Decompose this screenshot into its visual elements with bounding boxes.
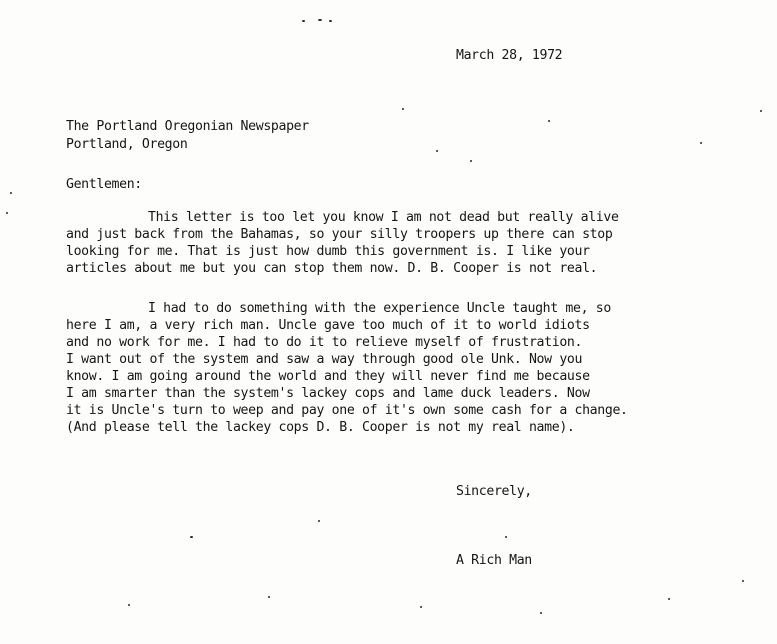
scan-speck: [318, 19, 322, 21]
scan-speck: [268, 596, 270, 598]
paragraph-1-line: This letter is too let you know I am not dead but really alive: [148, 210, 619, 225]
scan-speck: [470, 160, 472, 162]
scan-speck: [700, 142, 702, 144]
paragraph-2-line: I want out of the system and saw a way through good ole Unk. Now you: [66, 352, 583, 367]
scan-speck: [548, 120, 550, 122]
scan-speck: [6, 212, 8, 214]
scan-speck: [505, 536, 507, 538]
signature: A Rich Man: [456, 553, 532, 568]
scan-speck: [190, 536, 193, 538]
scan-speck: [668, 598, 670, 600]
paragraph-1-line: and just back from the Bahamas, so your silly troopers up there can stop: [66, 227, 613, 242]
scan-speck: [329, 20, 332, 22]
paragraph-2-line: (And please tell the lackey cops D. B. Cooper is not my real name).: [66, 420, 575, 435]
scan-speck: [128, 604, 130, 606]
paragraph-2-line: and no work for me. I had to do it to relieve myself of frustration.: [66, 335, 583, 350]
scan-speck: [540, 612, 542, 614]
salutation: Gentlemen:: [66, 177, 142, 192]
recipient-name: The Portland Oregonian Newspaper: [66, 119, 309, 134]
scan-speck: [318, 520, 320, 522]
paragraph-2-line: I am smarter than the system's lackey cops and lame duck leaders. Now: [66, 386, 590, 401]
scan-speck: [436, 150, 438, 152]
closing: Sincerely,: [456, 484, 532, 499]
paragraph-1-line: looking for me. That is just how dumb this government is. I like your: [66, 244, 590, 259]
paragraph-2-line: know. I am going around the world and they will never find me because: [66, 369, 590, 384]
scan-speck: [420, 606, 422, 608]
paragraph-2-line: I had to do something with the experience Uncle taught me, so: [148, 301, 611, 316]
paragraph-2-line: here I am, a very rich man. Uncle gave too much of it to world idiots: [66, 318, 590, 333]
scan-speck: [302, 20, 305, 22]
paragraph-1-line: articles about me but you can stop them now. D. B. Cooper is not real.: [66, 261, 598, 276]
scan-speck: [742, 580, 744, 582]
letter-date: March 28, 1972: [456, 48, 563, 63]
scan-speck: [10, 192, 12, 194]
paragraph-2-line: it is Uncle's turn to weep and pay one of it's own some cash for a change.: [66, 403, 628, 418]
scan-speck: [402, 108, 404, 110]
recipient-city: Portland, Oregon: [66, 137, 188, 152]
scan-speck: [760, 110, 762, 112]
